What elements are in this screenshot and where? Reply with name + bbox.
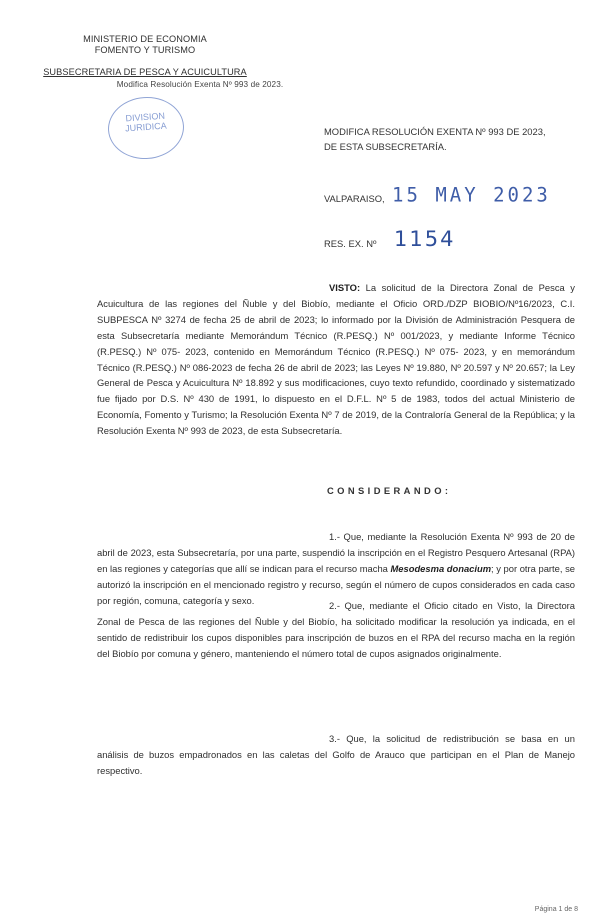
place-label: VALPARAISO,: [324, 193, 385, 204]
date-stamp: 15 MAY 2023: [392, 183, 551, 207]
considerando-paragraph-2: 2.- Que, mediante el Oficio citado en Visto, la Directora Zonal de Pesca de las regiones del Ñuble y del Biobío, ha solicitado modificar la resolución ya indicada, en el sentido de redistribuir los cupos disponibles para inscripción de buzos en el RPA del recurso macha en la región del Biobío por comuna y género, manteniendo el número total de cupos asignados originalmente.: [97, 600, 575, 659]
resolution-label: RES. EX. Nº: [324, 238, 377, 249]
considerando-paragraph-1: [97, 529, 575, 609]
p1-text-before: 1.- Que, mediante la Resolución Exenta Nº 993 de 20 de abril de 2023, esta Subsecretaría, por una parte, suspendió la inscripción en el Registro Pesquero Artesanal (RPA) en las regiones y categorías que allí se indican para el recurso macha: [97, 531, 575, 574]
ministry-line: MINISTERIO DE ECONOMIA: [83, 34, 207, 44]
stamp-line-2: JURIDICA: [124, 120, 167, 134]
species-name: Mesodesma donacium: [390, 562, 492, 574]
visto-label: VISTO:: [329, 282, 361, 293]
subsecretaria-line: SUBSECRETARIA DE PESCA Y ACUICULTURA: [43, 67, 247, 77]
header-reference: Modifica Resolución Exenta Nº 993 de 2023.: [116, 80, 284, 89]
p1-text-after: ; y por otra parte, se autorizó la inscripción en el mencionado registro y recurso, según el número de cupos considerados en cada caso por región, comuna, categoría y sexo.: [97, 562, 575, 606]
page-number: Página 1 de 8: [534, 906, 578, 913]
considerando-paragraph-3: 3.- Que, la solicitud de redistribución se basa en un análisis de buzos empadronados en las caletas del Golfo de Arauco que participan en el Plan de Manejo respectivo.: [97, 733, 575, 776]
stamp-line-1: DIVISION: [125, 110, 166, 124]
title-line-1: MODIFICA RESOLUCIÓN EXENTA Nº 993 DE 2023,: [324, 126, 546, 137]
considerando-heading: CONSIDERANDO:: [327, 485, 452, 496]
visto-text: La solicitud de la Directora Zonal de Pesca y Acuicultura de las regiones del Ñuble y del Biobío, mediante el Oficio ORD./DZP BIOBIO/Nº16/2023, C.I. SUBPESCA Nº 3274 de fecha 25 de abril de 2023; lo informado por la División de Administración Pesquera de esta Subsecretaría mediante Memorándum Técnico (R.PESQ.) Nº 001/2023, y mediante Informe Técnico (R.PESQ.) Nº 075- 2023, contenido en Memorándum Técnico (R.PESQ.) Nº 075- 2023, y en memorándum Técnico (R.PESQ.) Nº 086-2023 de fecha 26 de abril de 2023; las Leyes Nº 19.880, Nº 20.597 y Nº 20.657; la Ley General de Pesca y Acuicultura Nº 18.892 y sus modificaciones, cuyo texto refundido, coordinado y sistematizado fue fijado por D.S. Nº 430 de 1991, lo dispuesto en el D.F.L. Nº 5 de 1983, todos del actual Ministerio de Economía, Fomento y Turismo; la Resolución Exenta Nº 7 de 2019, de la Contraloría General de la República; y la Resolución Exenta Nº 993 de 2023, de esta Subsecretaría.: [97, 282, 575, 437]
ministry-subline: FOMENTO Y TURISMO: [94, 45, 196, 55]
visto-paragraph: [97, 280, 575, 439]
document-title: [324, 124, 574, 154]
division-juridica-stamp: [106, 94, 186, 161]
title-line-2: DE ESTA SUBSECRETARÍA.: [324, 141, 447, 152]
resolution-number: 1154: [394, 227, 456, 251]
